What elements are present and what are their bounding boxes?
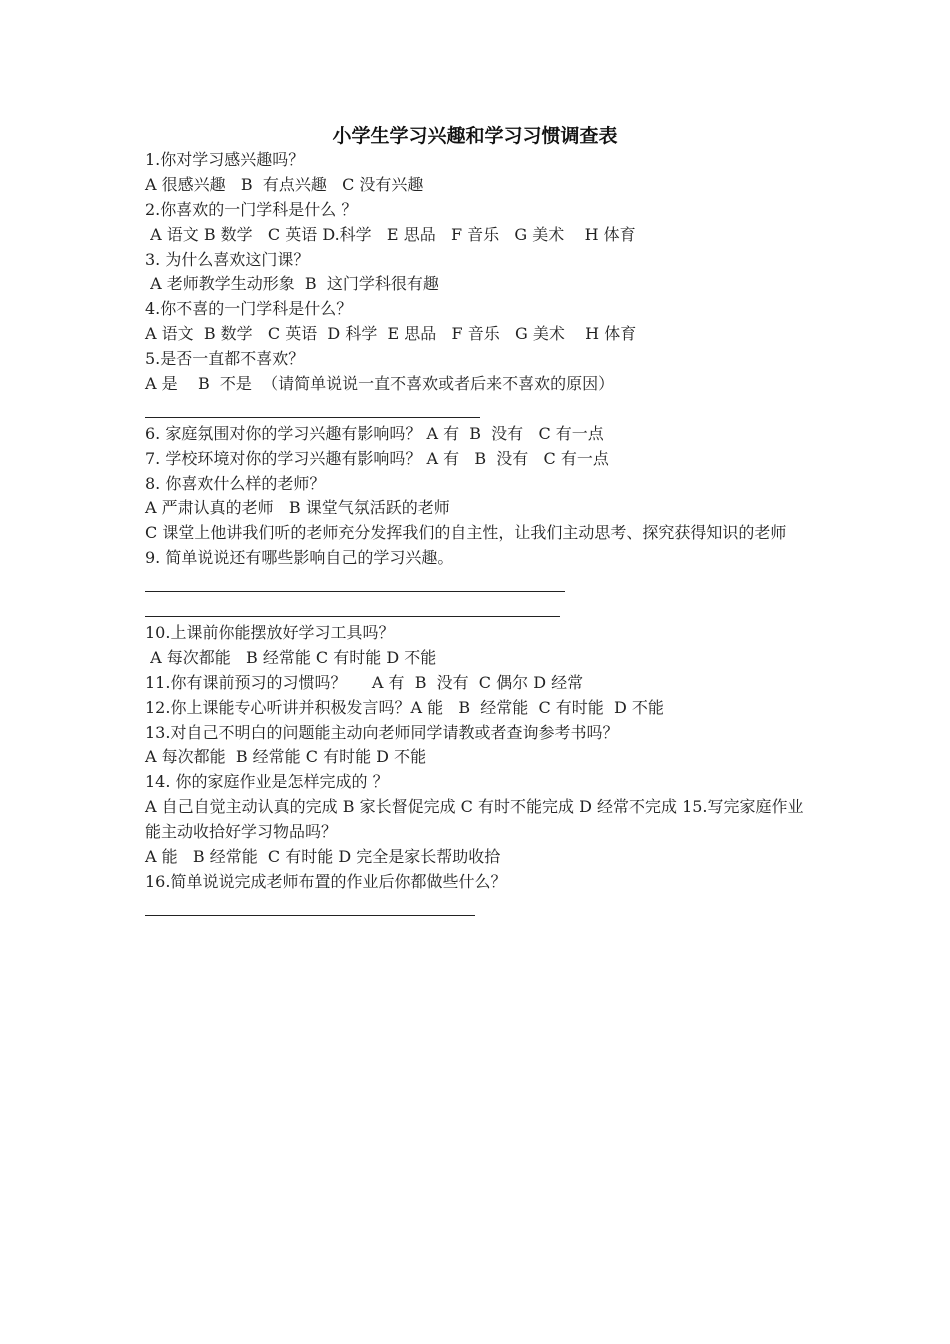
question-3: 3. 为什么喜欢这门课？ — [145, 249, 310, 269]
question-14: 14. 你的家庭作业是怎样完成的 ？ — [145, 772, 389, 792]
question-10: 10.上课前你能摆放好学习工具吗？ — [145, 622, 395, 642]
question-8: 8. 你喜欢什么样的老师？ — [145, 473, 326, 493]
answer-line-16 — [145, 895, 810, 920]
question-5: 5.是否一直都不喜欢？ — [145, 349, 305, 369]
question-4: 4.你不喜的一门学科是什么？ — [145, 299, 353, 319]
options-5: A 是 B 不是 （请简单说说一直不喜欢或者后来不喜欢的原因） — [145, 374, 615, 394]
options-13: A 每次都能 B 经常能 C 有时能 D 不能 — [145, 747, 427, 767]
options-4: A 语文 B 数学 C 英语 D 科学 E 思品 F 音乐 G 美术 H 体育 — [145, 324, 637, 344]
options-8-ab: A 严肃认真的老师 B 课堂气氛活跃的老师 — [145, 498, 450, 518]
question-11: 11.你有课前预习的习惯吗？ A 有 B 没有 C 偶尔 D 经常 — [145, 672, 584, 692]
answer-line-5 — [145, 397, 810, 422]
options-1: A 很感兴趣 B 有点兴趣 C 没有兴趣 — [145, 174, 424, 194]
question-12: 12.你上课能专心听讲并积极发言吗？A 能 B 经常能 C 有时能 D 不能 — [145, 697, 664, 717]
options-3: A 老师教学生动形象 B 这门学科很有趣 — [145, 274, 439, 294]
question-7: 7. 学校环境对你的学习兴趣有影响吗？ A 有 B 没有 C 有一点 — [145, 448, 609, 468]
options-10: A 每次都能 B 经常能 C 有时能 D 不能 — [145, 647, 437, 667]
question-2: 2.你喜欢的一门学科是什么 ？ — [145, 199, 358, 219]
question-6: 6. 家庭氛围对你的学习兴趣有影响吗？ A 有 B 没有 C 有一点 — [145, 423, 604, 443]
page-title: 小学生学习兴趣和学习习惯调查表 — [332, 125, 618, 147]
options-15: A 能 B 经常能 C 有时能 D 完全是家长帮助收拾 — [145, 846, 501, 866]
question-13: 13.对自己不明白的问题能主动向老师同学请教或者查询参考书吗？ — [145, 722, 619, 742]
options-2: A 语文 B 数学 C 英语 D.科学 E 思品 F 音乐 G 美术 H 体育 — [145, 224, 636, 244]
survey-body — [145, 148, 810, 920]
question-9: 9. 简单说说还有哪些影响自己的学习兴趣。 — [145, 548, 454, 568]
question-1: 1.你对学习感兴趣吗？ — [145, 150, 305, 169]
answer-line-9a — [145, 571, 810, 596]
options-8-c: C 课堂上他讲我们听的老师充分发挥我们的自主性，让我们主动思考、探究获得知识的老师 — [145, 523, 787, 543]
options-14-question-15: A 自己自觉主动认真的完成 B 家长督促完成 C 有时不能完成 D 经常不完成 15.写完家庭作业能主动收拾好学习物品吗？ — [145, 797, 804, 842]
question-16: 16.简单说说完成老师布置的作业后你都做些什么？ — [145, 871, 507, 891]
answer-line-9b — [145, 596, 810, 621]
